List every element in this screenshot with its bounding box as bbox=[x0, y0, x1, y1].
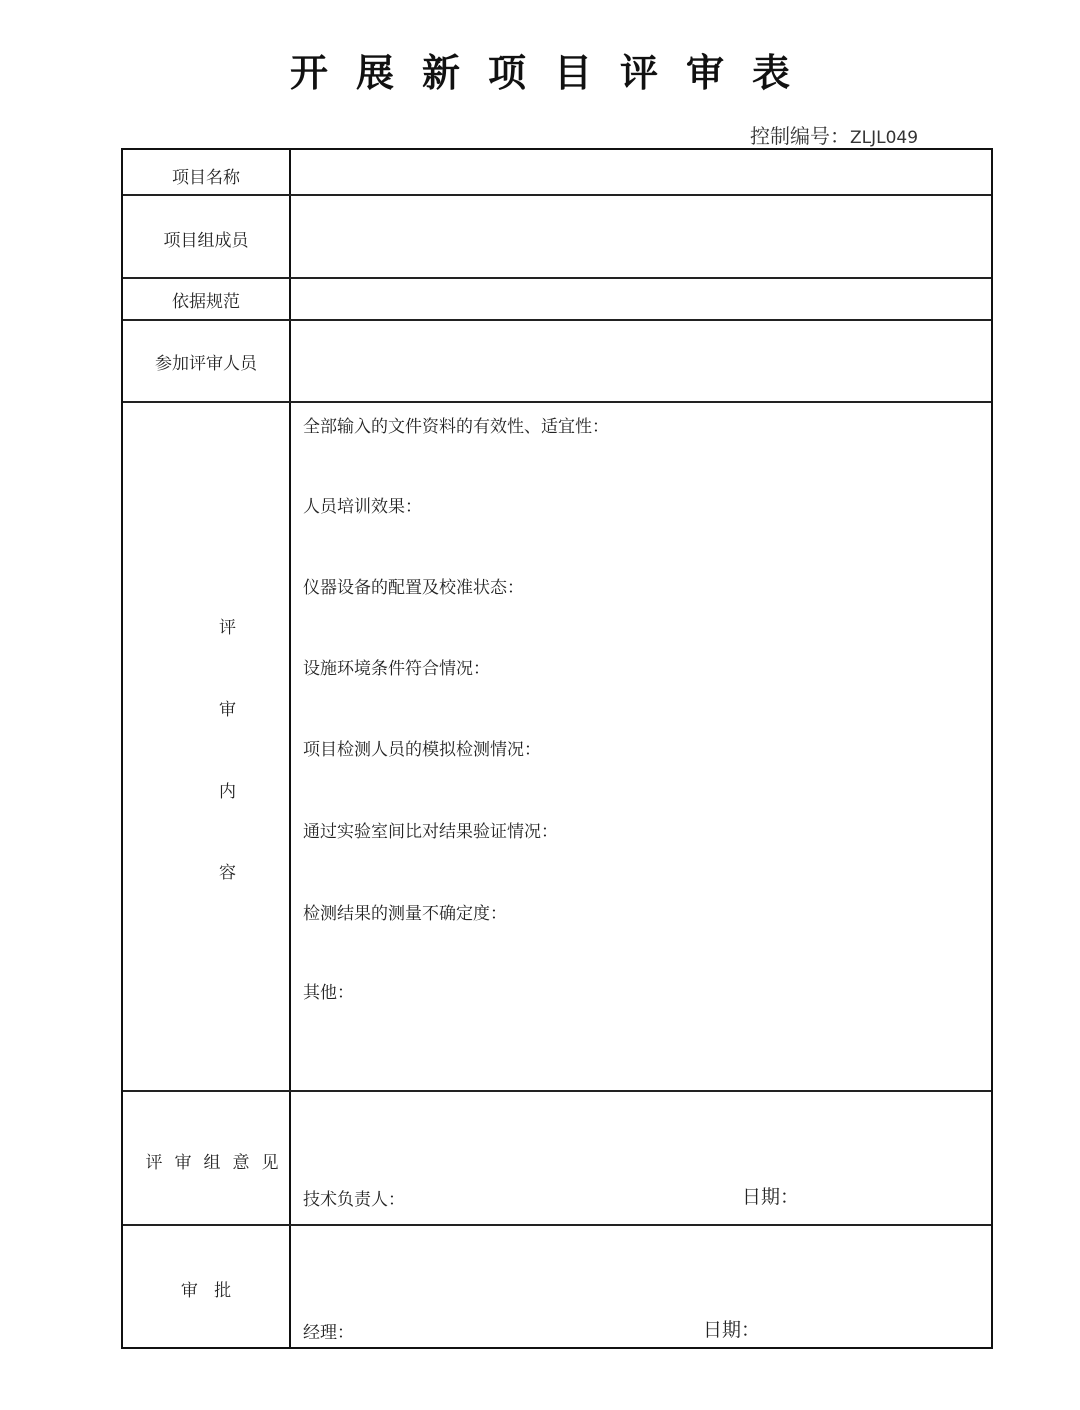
approval-label: 审 批 bbox=[180, 1281, 232, 1301]
page-title: 开展新项目评审表 bbox=[289, 51, 818, 95]
review-participants-label: 参加评审人员 bbox=[155, 354, 257, 374]
project-members-label: 项目组成员 bbox=[163, 231, 249, 251]
review-item: 设施环境条件符合情况： bbox=[303, 659, 490, 679]
review-item: 其他： bbox=[303, 983, 354, 1003]
row-divider bbox=[123, 1224, 991, 1226]
project-name-label: 项目名称 bbox=[172, 168, 240, 188]
review-item: 检测结果的测量不确定度： bbox=[303, 904, 507, 924]
review-opinion-label: 评审组意见 bbox=[145, 1153, 291, 1173]
manager-signature-label: 经理： bbox=[303, 1323, 354, 1343]
review-content-label-char: 内 bbox=[219, 782, 236, 802]
review-item: 人员培训效果： bbox=[303, 497, 422, 517]
review-item: 项目检测人员的模拟检测情况： bbox=[303, 740, 541, 760]
row-divider bbox=[123, 277, 991, 279]
control-number-value: ZLJL049 bbox=[850, 128, 919, 148]
row-divider bbox=[123, 319, 991, 321]
review-content-label-char: 容 bbox=[219, 863, 236, 883]
review-form-table bbox=[121, 148, 993, 1349]
row-divider bbox=[123, 194, 991, 196]
technical-lead-signature-label: 技术负责人： bbox=[303, 1190, 405, 1210]
review-opinion-date-label: 日期： bbox=[742, 1186, 800, 1208]
control-number bbox=[750, 120, 918, 149]
review-item: 仪器设备的配置及校准状态： bbox=[303, 578, 524, 598]
row-divider bbox=[123, 401, 991, 403]
review-item: 通过实验室间比对结果验证情况： bbox=[303, 822, 558, 842]
control-number-label: 控制编号： bbox=[750, 124, 850, 148]
review-item: 全部输入的文件资料的有效性、适宜性： bbox=[303, 417, 609, 437]
approval-date-label: 日期： bbox=[703, 1319, 761, 1341]
basis-standard-label: 依据规范 bbox=[172, 292, 240, 312]
review-content-label-char: 审 bbox=[219, 700, 236, 720]
review-content-label-char: 评 bbox=[219, 618, 236, 638]
row-divider bbox=[123, 1090, 991, 1092]
